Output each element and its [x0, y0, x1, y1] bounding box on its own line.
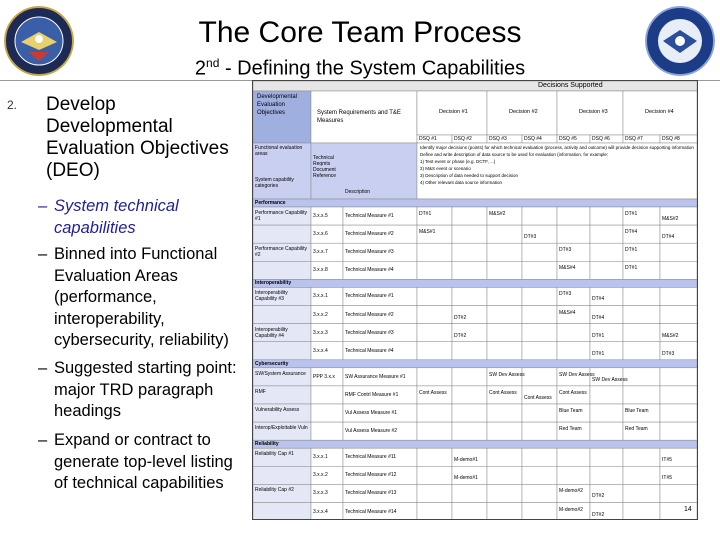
reference-label: 3.x.x.8	[313, 267, 328, 274]
instruction-line: Define and write description of data source to be used for evaluation (information, for example:	[420, 152, 609, 157]
measure-label: Technical Measure #3	[345, 329, 394, 336]
measure-label: Technical Measure #2	[345, 311, 394, 318]
reference-label: 3.x.x.3	[313, 329, 328, 336]
deo-header-label: Developmental Evaluation Objectives	[257, 94, 298, 116]
dsq-data-cell	[487, 225, 522, 243]
dsq-data-label: Cont Assess	[489, 389, 517, 396]
dsq-data-cell	[417, 503, 452, 520]
dsq-data-label: M-demo#2	[559, 506, 583, 513]
decision-label: Decision #2	[509, 109, 538, 115]
dsq-data-cell	[452, 287, 487, 305]
reference-label: 3.x.x.1	[313, 454, 328, 461]
dsq-data-cell	[623, 484, 660, 502]
dsq-data-cell	[452, 368, 487, 386]
dsq-label: DSQ #8	[662, 136, 680, 142]
dsq-data-cell	[487, 287, 522, 305]
dsq-data-label: DT#4	[592, 314, 605, 321]
dsq-data-cell	[660, 484, 697, 502]
reference-cell	[311, 422, 343, 440]
measure-label: SW Assurance Measure #1	[345, 373, 406, 380]
dsq-data-cell	[660, 243, 697, 261]
capability-cell	[253, 225, 311, 243]
dsq-data-cell	[452, 404, 487, 422]
dsq-data-cell	[522, 448, 557, 466]
reference-cell	[311, 386, 343, 404]
decision-label: Decision #3	[579, 109, 608, 115]
dsq-data-cell	[660, 404, 697, 422]
dsq-data-cell	[417, 342, 452, 360]
reference-label: 3.x.x.2	[313, 472, 328, 479]
dsq-data-cell	[623, 386, 660, 404]
dsq-data-cell	[590, 225, 623, 243]
dsq-data-cell	[660, 261, 697, 279]
dsq-data-label: Blue Team	[625, 408, 649, 414]
dsq-data-cell	[522, 306, 557, 324]
dsq-data-label: Red Team	[625, 426, 648, 433]
dsq-data-cell	[660, 287, 697, 305]
area-label: Interoperability	[255, 280, 292, 287]
dsq-data-label: DT#2	[454, 314, 467, 321]
measure-label: Technical Measure #2	[345, 231, 394, 238]
reference-label: 3.x.x.2	[313, 311, 328, 318]
dsq-data-cell	[487, 503, 522, 520]
dsq-data-cell	[590, 466, 623, 484]
dsq-data-cell	[452, 386, 487, 404]
dsq-data-cell	[417, 243, 452, 261]
dsq-data-cell	[487, 484, 522, 502]
capability-cell	[253, 466, 311, 484]
sub-bullet: – Expand or contract to generate top-level listing of technical capabilities	[38, 430, 250, 495]
dsq-data-label: DT#3	[524, 234, 537, 241]
capability-label: Vulnerability Assess	[255, 407, 300, 413]
dsq-label: DSQ #7	[625, 136, 643, 142]
dsq-data-cell	[417, 324, 452, 342]
dsq-data-cell	[417, 261, 452, 279]
sub-bullet-text: System technical capabilities	[54, 197, 179, 237]
instruction-line: 3) Description of data needed to support decision	[420, 173, 519, 178]
technical-col-label: Technical Reqmts Document Reference	[313, 155, 337, 179]
reference-label: 3.x.x.4	[313, 347, 328, 354]
dsq-data-label: DT#2	[592, 493, 605, 500]
dsq-data-label: M-demo#2	[559, 488, 583, 495]
sub-bullet-text: Expand or contract to generate top-level listing of technical capabilities	[54, 431, 233, 492]
dsq-data-cell	[590, 261, 623, 279]
dsq-data-label: DT#3	[662, 350, 675, 357]
reference-label: PPP 3.x.x	[313, 373, 335, 380]
dsq-data-label: Cont Assess	[524, 394, 552, 401]
measure-label: Technical Measure #3	[345, 249, 394, 256]
dsq-label: DSQ #5	[559, 136, 577, 142]
dsq-data-label: DT#1	[625, 247, 638, 254]
dsq-data-cell	[417, 404, 452, 422]
instruction-line: 1) Test event or phase (e.g. DCTF, ...)	[420, 159, 496, 164]
dsq-data-cell	[487, 466, 522, 484]
sub-bullet: – Suggested starting point: major TRD paragraph headings	[38, 358, 250, 423]
measure-label: Technical Measure #14	[345, 508, 397, 515]
area-label: Reliability	[255, 441, 279, 448]
dsq-data-label: DT#1	[592, 350, 605, 357]
dsq-data-label: DT#2	[454, 332, 467, 339]
capability-cell	[253, 503, 311, 520]
dsq-data-cell	[487, 342, 522, 360]
page-number: 14	[684, 506, 692, 513]
instruction-line: 2) M&S event or scenario	[420, 166, 471, 171]
dsq-data-label: Cont Assess	[419, 389, 447, 396]
dsq-data-cell	[487, 404, 522, 422]
dsq-data-label: DT#2	[592, 511, 605, 518]
area-header-row	[253, 440, 697, 448]
dsq-label: DSQ #3	[489, 136, 507, 142]
dsq-data-cell	[417, 466, 452, 484]
dsq-data-label: Red Team	[559, 426, 582, 433]
dsq-data-label: M&S#4	[559, 265, 576, 272]
slide-title: The Core Team Process	[198, 16, 522, 49]
capability-label: Reliability Cap #2	[255, 487, 294, 494]
dsq-data-label: SW Dev Assess	[559, 371, 595, 378]
reference-label: 3.x.x.6	[313, 231, 328, 238]
slide-subtitle: 2nd - Defining the System Capabilities	[194, 56, 526, 80]
sub-bullet-text: Suggested starting point: major TRD paragraph headings	[54, 359, 237, 420]
reference-label: 3.x.x.1	[313, 293, 328, 300]
dsq-data-label: M-demo#1	[454, 475, 478, 482]
dsq-data-cell	[522, 243, 557, 261]
dsq-label: DSQ #2	[454, 136, 472, 142]
reference-label: 3.x.x.3	[313, 490, 328, 497]
dsq-data-label: M&S#1	[419, 229, 436, 236]
dsq-data-cell	[417, 306, 452, 324]
dsq-data-label: Blue Team	[559, 408, 583, 414]
decisions-header-bar	[253, 81, 697, 91]
bullet-number: 2.	[7, 98, 18, 112]
dsq-data-cell	[487, 448, 522, 466]
instruction-line: Identify major decisions (points) for which technical evaluation (process, activity and outcome) will provide decision supporting information	[420, 145, 694, 150]
capability-label: RMF	[255, 388, 266, 395]
dsq-data-label: DT#1	[592, 332, 605, 339]
dsq-label: DSQ #6	[592, 136, 610, 142]
deo-matrix	[252, 80, 698, 520]
dsq-data-cell	[452, 261, 487, 279]
capability-label: SW/System Assurance	[255, 370, 306, 377]
reference-cell	[311, 404, 343, 422]
capability-cell	[253, 261, 311, 279]
dsq-data-label: DT#4	[662, 234, 675, 241]
measure-label: Technical Measure #4	[345, 347, 394, 354]
reference-label: 3.x.x.5	[313, 213, 328, 219]
dsq-data-cell	[417, 368, 452, 386]
decisions-supported-label: Decisions Supported	[538, 82, 603, 89]
dsq-data-cell	[452, 225, 487, 243]
dsq-data-cell	[452, 484, 487, 502]
measure-label: Technical Measure #12	[345, 472, 397, 479]
dsq-data-label: DT#1	[625, 265, 638, 272]
reference-label: 3.x.x.7	[313, 249, 328, 256]
dsq-data-label: M&S#2	[662, 216, 679, 222]
capability-label: Interoperability Capability #4	[255, 326, 288, 339]
dsq-data-cell	[557, 342, 590, 360]
dsq-data-cell	[417, 422, 452, 440]
dsq-data-cell	[590, 448, 623, 466]
decision-label: Decision #1	[439, 109, 468, 115]
capability-label: Performance Capability #1	[255, 210, 307, 222]
dsq-data-cell	[452, 342, 487, 360]
capability-label: Performance Capability #2	[255, 246, 307, 259]
capability-cell	[253, 342, 311, 360]
dsq-data-cell	[660, 422, 697, 440]
dsq-data-label: IT#5	[662, 475, 673, 482]
capability-label: Interoperability Capability #3	[255, 290, 288, 303]
dsq-data-cell	[452, 503, 487, 520]
dsq-data-cell	[522, 342, 557, 360]
dsq-data-cell	[623, 466, 660, 484]
measure-label: Technical Measure #4	[345, 267, 394, 274]
description-col-label: Description	[345, 189, 371, 195]
dsq-data-cell	[557, 324, 590, 342]
dsq-data-label: M&S#2	[489, 211, 506, 217]
str-header-label: System Requirements and T&E Measures	[317, 110, 401, 124]
dsq-data-cell	[452, 422, 487, 440]
dsq-data-label: DT#4	[625, 229, 638, 236]
dsq-data-cell	[452, 243, 487, 261]
measure-label: Vul Assess Measure #1	[345, 410, 398, 416]
dsq-data-cell	[522, 503, 557, 520]
dsq-data-cell	[557, 466, 590, 484]
dsq-data-cell	[522, 207, 557, 225]
dsq-data-cell	[522, 324, 557, 342]
capability-cell	[253, 306, 311, 324]
measure-label: Vul Assess Measure #2	[345, 428, 398, 435]
area-header-row	[253, 199, 697, 207]
sub-bullet: – Binned into Functional Evaluation Areas (performance, interoperability, cybersecurity, reliability)	[38, 244, 250, 352]
dsq-data-cell	[623, 368, 660, 386]
dsq-data-cell	[487, 422, 522, 440]
dsq-data-cell	[522, 287, 557, 305]
instruction-line: 4) Other relevant data source information	[420, 180, 503, 185]
capability-col-label: System capability categories	[255, 177, 294, 189]
measure-label: Technical Measure #11	[345, 454, 397, 461]
dsq-data-label: M&S#4	[559, 309, 576, 316]
dsq-data-label: DT#4	[592, 296, 605, 303]
dsq-data-cell	[590, 404, 623, 422]
dsq-data-cell	[522, 422, 557, 440]
dsq-data-label: M&S#2	[662, 332, 679, 339]
dsq-data-cell	[590, 422, 623, 440]
dsq-data-cell	[557, 225, 590, 243]
dsq-data-cell	[522, 368, 557, 386]
dsq-data-cell	[623, 324, 660, 342]
dsq-data-cell	[417, 448, 452, 466]
area-label: Cybersecurity	[255, 360, 289, 367]
dsq-data-cell	[623, 287, 660, 305]
dsq-data-label: M-demo#1	[454, 457, 478, 464]
decision-label: Decision #4	[645, 109, 674, 115]
dsq-data-cell	[522, 404, 557, 422]
dsq-data-cell	[487, 243, 522, 261]
capability-label: Interop/Exploitable Vuln	[255, 425, 308, 432]
dsq-data-cell	[522, 466, 557, 484]
dsq-label: DSQ #1	[419, 136, 437, 142]
dsq-data-label: IT#5	[662, 457, 673, 464]
measure-label: Technical Measure #13	[345, 490, 397, 497]
dsq-data-label: DT#1	[625, 211, 638, 217]
dsq-data-cell	[590, 207, 623, 225]
dsq-data-cell	[660, 386, 697, 404]
dsq-data-label: SW Dev Assess	[489, 371, 525, 378]
dsq-data-cell	[487, 306, 522, 324]
bullet-text: Develop Developmental Evaluation Objectives (DEO)	[46, 94, 229, 181]
area-header-row	[253, 279, 697, 287]
sub-bullet: – System technical capabilities	[38, 196, 250, 239]
dsq-data-label: SW Dev Assess	[592, 376, 628, 383]
measure-label: RMF Contrl Measure #1	[345, 391, 399, 398]
dsq-data-cell	[557, 207, 590, 225]
dsq-data-cell	[623, 306, 660, 324]
dsq-data-cell	[522, 484, 557, 502]
dsq-data-cell	[590, 386, 623, 404]
dsq-data-label: Cont Assess	[559, 389, 587, 396]
dsq-data-cell	[623, 503, 660, 520]
area-header-row	[253, 360, 697, 368]
dsq-data-cell	[660, 306, 697, 324]
dsq-data-label: DT#1	[419, 211, 432, 217]
capability-label: Reliability Cap #1	[255, 451, 294, 458]
dsq-data-cell	[452, 207, 487, 225]
dsq-data-cell	[623, 342, 660, 360]
dsq-data-cell	[623, 448, 660, 466]
dsq-data-label: DT#3	[559, 291, 572, 298]
dsq-data-cell	[590, 243, 623, 261]
reference-label: 3.x.x.4	[313, 508, 328, 515]
sub-bullet-text: Binned into Functional Evaluation Areas (performance, interoperability, cybersecurity, reliability)	[54, 245, 229, 349]
dsq-data-cell	[557, 448, 590, 466]
measure-label: Technical Measure #1	[345, 293, 394, 300]
dsq-data-cell	[487, 324, 522, 342]
dsq-label: DSQ #4	[524, 136, 542, 142]
measure-label: Technical Measure #1	[345, 213, 394, 219]
functional-col-label: Functional evaluation areas	[255, 145, 303, 157]
dsq-data-cell	[417, 484, 452, 502]
dsq-data-cell	[417, 287, 452, 305]
area-label: Performance	[255, 200, 286, 206]
dsq-data-cell	[522, 261, 557, 279]
dsq-data-cell	[487, 261, 522, 279]
dsq-data-label: DT#3	[559, 247, 572, 254]
dsq-data-cell	[660, 368, 697, 386]
